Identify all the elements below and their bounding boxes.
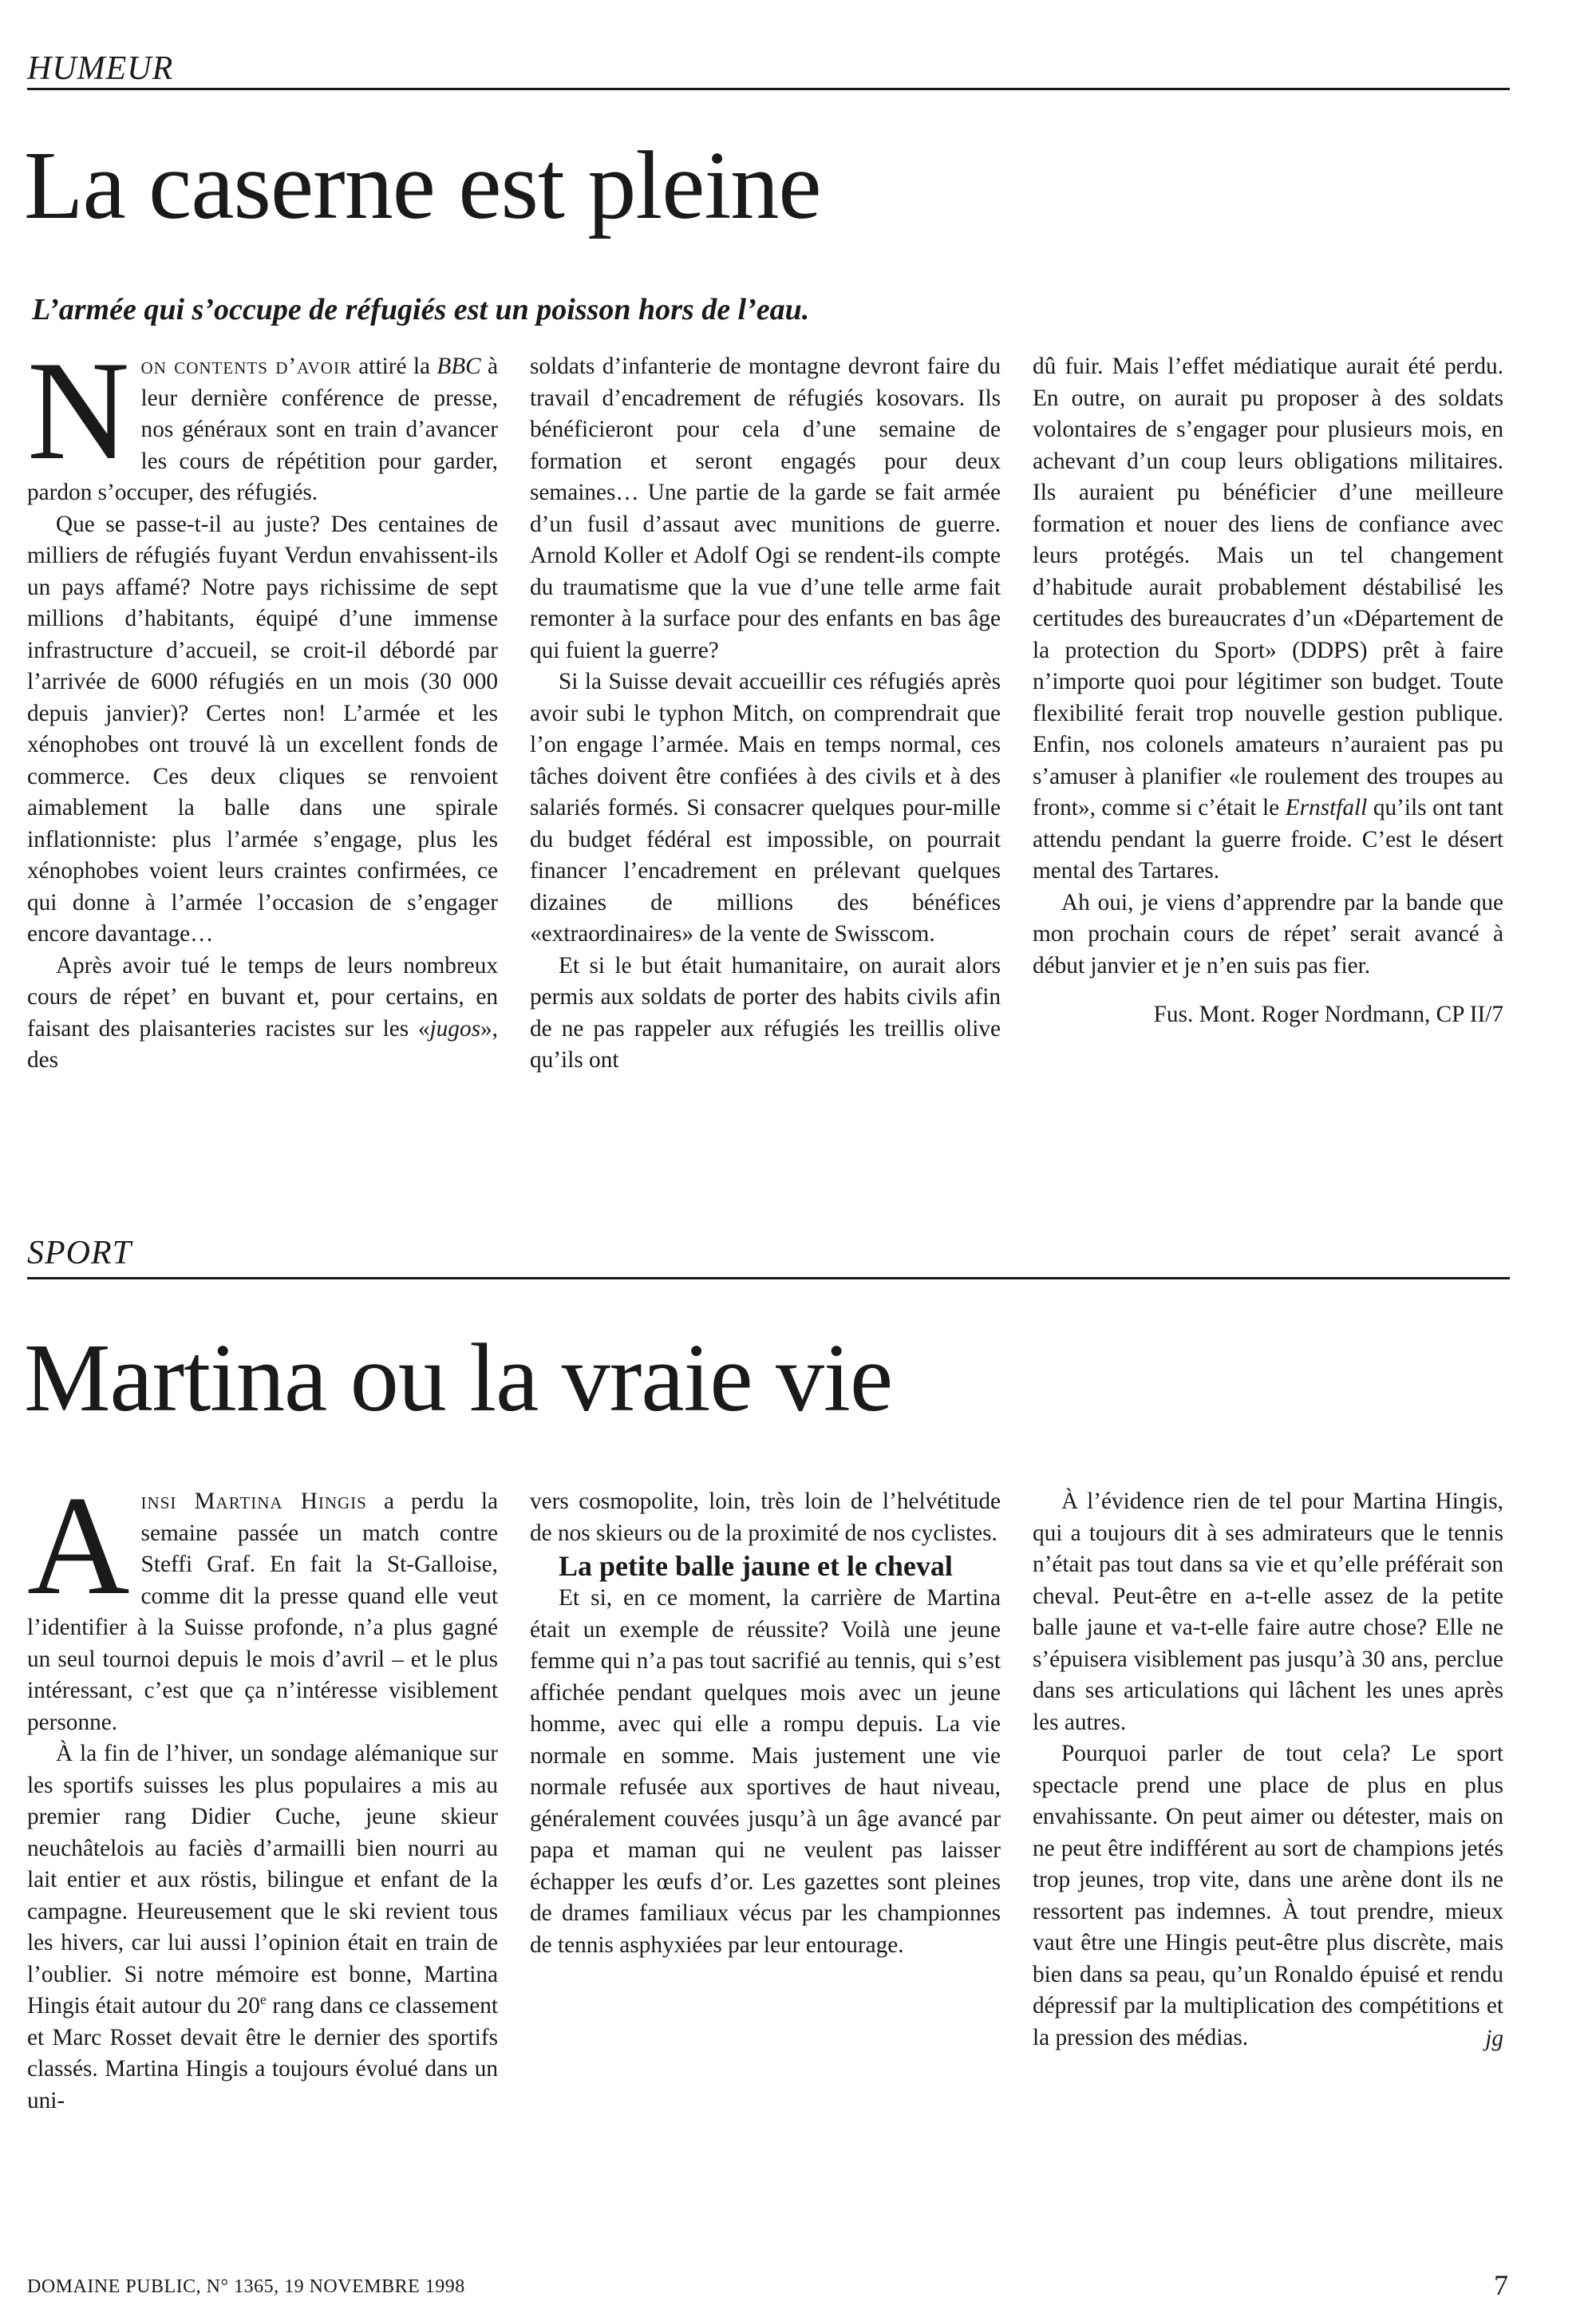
rubric-humeur: HUMEUR (27, 50, 174, 87)
author-initials: jg (1485, 2026, 1503, 2051)
paragraph: dû fuir. Mais l’effet médiatique aurait été perdu. En outre, on aurait pu proposer à des soldats volontaires de s’engager pour plusieurs mois, en achevant d’un coup leurs obligations militaires. Ils auraient pu bénéficier d’une meilleure formation et nouer des liens de confiance avec leurs protégés. Mais un tel changement d’habitude aurait probablement déstabilisé les certitudes des bureaucrates d’un «Département de la protection du Sport» (DDPS) prêt à faire n’importe quoi pour légitimer son budget. Toute flexibilité ferait trop nouvelle gestion publique. Enfin, nos colonels amateurs n’auraient pas pu s’amuser à planifier «le roulement des troupes au front», comme si c’était le Ernstfall qu’ils ont tant attendu pendant la guerre froide. C’est le désert mental des Tartares. (1033, 354, 1503, 884)
author-signature: Fus. Mont. Roger Nordmann, CP II/7 (1153, 1002, 1503, 1027)
article2-column-2 (530, 1486, 1001, 1961)
article1-column-1 (27, 331, 499, 1077)
paragraph: Et si, en ce moment, la carrière de Martina était un exemple de réussite? Voilà une jeune femme qui n’a pas tout sacrifié au tennis, qui s’est affichée pendant quelques mois avec un jeune homme, avec qui elle a rompu depuis. La vie normale en somme. Mais justement une vie normale refusée aux sportives de haut niveau, généralement couvées jusqu’à un âge avancé par papa et maman qui ne veulent pas laisser échapper les œufs d’or. Les gazettes sont pleines de drames familiaux vécus par les championnes de tennis asphyxiées par leur entourage. (530, 1585, 1001, 1958)
paragraph: Si la Suisse devait accueillir ces réfugiés après avoir subi le typhon Mitch, on comprendrait que l’on engage l’armée. Mais en temps normal, ces tâches doivent être confiées à des civils et à des salariés formés. Si consacrer quelques pour-mille du budget fédéral est impossible, on pourrait financer l’encadrement en prélevant quelques dizaines de millions des bénéfices «extraordinaires» de la vente de Swisscom. (530, 669, 1001, 947)
paragraph: vers cosmopolite, loin, très loin de l’helvétitude de nos skieurs ou de la proximité de nos cyclistes. (530, 1489, 1001, 1546)
publication-footer: DOMAINE PUBLIC, N° 1365, 19 NOVEMBRE 1998 (27, 2276, 465, 2297)
paragraph: Et si le but était humanitaire, on aurait alors permis aux soldats de porter des habits civils afin de ne pas rappeler aux réfugiés les treillis olive qu’ils ont (530, 952, 1001, 1073)
paragraph: À la fin de l’hiver, un sondage alémanique sur les sportifs suisses les plus populaires a mis au premier rang Didier Cuche, jeune skieur neuchâtelois au faciès d’armailli bien nourri au lait entier et aux röstis, bilingue et enfant de la campagne. Heureusement que le ski revient tous les hivers, car lui aussi l’opinion était en train de l’oublier. Si notre mémoire est bonne, Martina Hingis était autour du 20e rang dans ce classement et Marc Rosset devait être le dernier des sportifs classés. Martina Hingis a toujours évolué dans un uni- (27, 1741, 499, 2113)
paragraph: Ah oui, je viens d’apprendre par la bande que mon prochain cours de répet’ serait avancé à début janvier et je n’en suis pas fier. (1033, 889, 1503, 979)
article-title: Martina ou la vraie vie (24, 1324, 893, 1432)
section-subheading: La petite balle jaune et le cheval (559, 1550, 953, 1582)
drop-cap: A (27, 1466, 130, 1624)
paragraph: À l’évidence rien de tel pour Martina Hingis, qui a toujours dit à ses admirateurs que le tennis n’était pas tout dans sa vie et qu’elle préférait son cheval. Peut-être en a-t-elle assez de la petite balle jaune et va-t-elle faire autre chose? Elle ne s’épuisera visiblement pas jusqu’à 30 ans, perclue dans ses articulations qui lâchent les unes après les autres. (1033, 1489, 1503, 1735)
paragraph: Que se passe-t-il au juste? Des centaines de milliers de réfugiés fuyant Verdun envahissent-ils un pays affamé? Notre pays richissime de sept millions d’habitants, équipé d’une immense infrastructure d’accueil, se croit-il débordé par l’arrivée de 6000 réfugiés en un mois (30 000 depuis janvier)? Certes non! L’armée et les xénophobes ont trouvé là un excellent fonds de commerce. Ces deux cliques se renvoient aimablement la balle dans une spirale inflationniste: plus l’armée s’engage, plus les xénophobes voient leurs craintes confirmées, ce qui donne à l’armée l’occasion de s’engager encore davantage… (27, 511, 498, 947)
rubric-sport: SPORT (27, 1235, 132, 1271)
lead-smallcaps: on contents d’avoir (140, 354, 352, 379)
article-title: La caserne est pleine (24, 132, 821, 239)
paragraph: soldats d’infanterie de montagne devront faire du travail d’encadrement de réfugiés kosovars. Ils bénéficieront pour cela d’une semaine de formation et seront engagés pour deux semaines… Une partie de la garde se fait armée d’un fusil d’assaut avec munitions de guerre. Arnold Koller et Adolf Ogi se rendent-ils compte du traumatisme que la vue d’une telle arme fait remonter à la surface pour des enfants en bas âge qui fuient la guerre? (530, 354, 1001, 663)
article2-column-3 (1033, 1486, 1503, 2055)
lead-paragraph: Non contents d’avoir attiré la BBC à leur dernière conférence de presse, nos généraux sont en train d’avancer les cours de répétition pour garder, pardon s’occuper, des réfugiés. (27, 331, 499, 505)
rubric-rule (27, 1277, 1510, 1279)
paragraph: Pourquoi parler de tout cela? Le sport spectacle prend une place de plus en plus envahissante. On peut aimer ou détester, mais on ne peut être indifférent au sort de champions jetés trop jeunes, trop vite, dans une arène dont ils ne ressortent pas indemnes. À tout prendre, mieux vaut être une Hingis peut-être plus discrète, mais bien dans sa peau, qu’un Ronaldo épuisé et rendu dépressif par la multiplication des compétitions et la pression des médias. (1033, 1741, 1503, 2050)
drop-cap: N (27, 331, 130, 489)
article-subtitle: L’armée qui s’occupe de réfugiés est un poisson hors de l’eau. (32, 293, 810, 326)
article2-column-1 (27, 1466, 499, 2117)
page-number: 7 (1494, 2269, 1508, 2301)
lead-smallcaps: insi Martina Hingis (140, 1489, 367, 1514)
rubric-rule (27, 88, 1510, 90)
lead-paragraph: Ainsi Martina Hingis a perdu la semaine passée un match contre Steffi Graf. En fait la St-Galloise, comme dit la presse quand elle veut l’identifier à la Suisse profonde, n’a plus gagné un seul tournoi depuis le mois d’avril – et le plus intéressant, c’est que ça n’intéresse visiblement personne. (27, 1466, 498, 1735)
article1-column-2 (530, 351, 1001, 1077)
article1-column-3 (1033, 351, 1503, 1031)
paragraph: Après avoir tué le temps de leurs nombreux cours de répet’ en buvant et, pour certains, en faisant des plaisanteries racistes sur les «jugos», des (27, 952, 498, 1073)
